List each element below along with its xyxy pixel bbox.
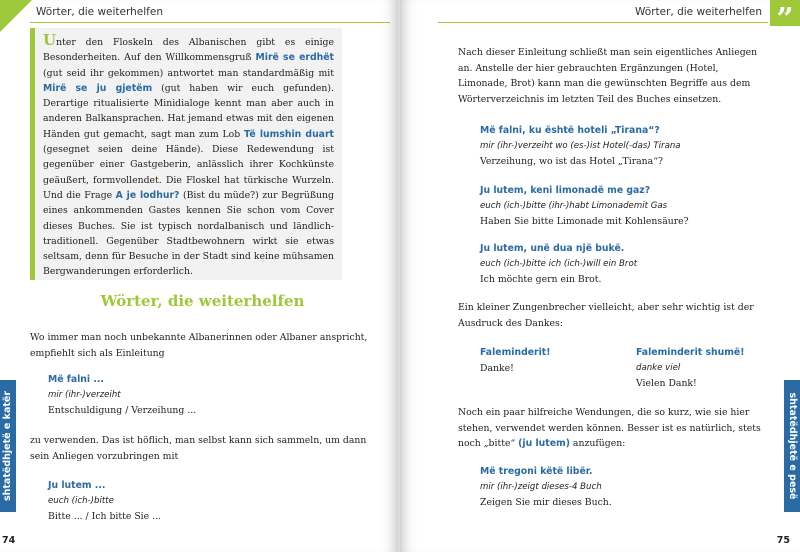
side-tab-label: shtatëdhjetë e pesë	[787, 392, 798, 500]
phrase-german: Zeigen Sie mir dieses Buch.	[480, 497, 612, 508]
intro-text-part: nter den Floskeln des Albanischen gibt es einige Besonderheiten. Auf den Willkommensgruß	[43, 37, 334, 64]
quote-mark-icon: ”	[770, 0, 800, 26]
thanks-phrase	[636, 345, 744, 392]
corner-accent	[0, 0, 32, 32]
phrase-german: Haben Sie bitte Limonade mit Kohlensäure?	[480, 216, 689, 227]
phrase-german: Verzeihung, wo ist das Hotel „Tirana“?	[480, 156, 663, 167]
phrase-literal: mir (ihr-)zeigt dieses-4 Buch	[480, 481, 602, 492]
section-title: Wörter, die weiterhelfen	[100, 292, 305, 310]
phrase-literal: danke viel	[636, 362, 681, 373]
phrase-german: Entschuldigung / Verzeihung ...	[48, 405, 197, 416]
phrase-german: Danke!	[480, 362, 514, 374]
running-header-right	[438, 3, 768, 23]
phrase-albanian: Ju lutem, unë dua një bukë.	[480, 243, 625, 254]
paragraph: Ein kleiner Zungenbrecher vielleicht, aber sehr wichtig ist der Ausdruck des Dankes:	[458, 302, 754, 329]
phrase-literal: euch (ich-)bitte	[48, 495, 114, 506]
running-header-text: Wörter, die weiterhelfen	[635, 6, 762, 18]
drop-cap: U	[43, 31, 57, 49]
phrase-albanian: Faleminderit!	[480, 347, 551, 358]
intro-text	[43, 33, 334, 280]
paragraph: zu verwenden. Das ist höflich, man selbst kann sich sammeln, um dann sein Anliegen vorzubringen mit	[30, 435, 367, 462]
paragraph: Wo immer man noch unbekannte Albanerinnen oder Albaner anspricht, empfiehlt sich als Einleitung	[30, 332, 368, 359]
phrase-german: Bitte ... / Ich bitte Sie ...	[48, 511, 161, 522]
paragraph	[458, 405, 768, 452]
phrase-albanian: Më falni ...	[48, 374, 104, 385]
phrase-block	[480, 123, 681, 170]
right-page	[400, 0, 800, 552]
albanian-term: A je lodhur?	[115, 189, 180, 201]
paragraph-part: Noch ein paar hilfreiche Wendungen, die so kurz, wie sie hier stehen, verwendet werden können. Besser ist es natürlich, stets noch „bitte“	[458, 407, 761, 449]
phrase-literal: euch (ich-)bitte (ihr-)habt Limonademit Gas	[480, 200, 668, 211]
phrase-block	[48, 478, 161, 525]
albanian-term: Të lumshin duart	[244, 128, 334, 140]
phrase-albanian: Faleminderit shumë!	[636, 347, 745, 358]
running-header-left	[30, 3, 390, 23]
paragraph: Nach dieser Einleitung schließt man sein eigentliches Anliegen an. Anstelle der hier gebrauchten Ergänzungen (Hotel, Limonade, Brot) kann man die gewünschten Begriffe aus dem Wörterverzeichnis im letzten Teil des Buches einsetzen.	[458, 47, 758, 105]
running-header-text: Wörter, die weiterhelfen	[36, 6, 163, 18]
phrase-block	[480, 464, 612, 511]
phrase-block	[480, 183, 689, 230]
side-tab-label: shtatëdhjetë e katër	[2, 390, 13, 502]
intro-box	[30, 28, 342, 280]
phrase-albanian: Ju lutem ...	[48, 480, 106, 491]
phrase-block	[48, 372, 196, 419]
intro-text-part: (Bist du müde?) zur Begrüßung eines ankommenden Gastes kennen Sie schon vom Cover dieses Buches. Sie ist typisch nordalbanisch und ländlich-traditionell. Gegenüber Stadtbewohnern wirkt sie etwas seltsam, denn für Besuche in der Stadt sind keine mühsamen Bergwanderungen erforderlich.	[43, 189, 334, 278]
phrase-german: Vielen Dank!	[636, 378, 697, 389]
paragraph-part: anzufügen:	[569, 438, 626, 449]
phrase-block	[480, 241, 637, 288]
albanian-term: Mirë se erdhët	[255, 52, 334, 64]
left-page	[0, 0, 398, 552]
phrase-literal: euch (ich-)bitte ich (ich-)will ein Brot	[480, 258, 638, 269]
phrase-albanian: Më tregoni këtë libër.	[480, 466, 593, 477]
phrase-german: Ich möchte gern ein Brot.	[480, 274, 602, 285]
phrase-albanian: Më falni, ku është hoteli „Tirana“?	[480, 125, 660, 136]
intro-text-part: (gut haben wir euch gefunden). Derartige ritualisierte Minidialoge kennt man aber auch in anderen Balkansprachen. Hat jemand etwas mit den eigenen Händen gut gemacht, sagt man zum Lob	[43, 82, 334, 140]
albanian-term: (ju lutem)	[518, 438, 570, 449]
intro-text-part: (gesegnet seien deine Hände). Diese Redewendung ist gegenüber einer Gastgeberin, anlässlich ihrer Kochkünste geäußert, formvollendet. Die Floskel hat türkische Wurzeln. Und die Frage	[43, 144, 334, 201]
intro-text-part: (gut seid ihr gekommen) antwortet man standardmäßig mit	[43, 67, 334, 79]
albanian-term: Mirë se ju gjetëm	[43, 82, 153, 94]
phrase-literal: mir (ihr-)verzeiht	[48, 389, 121, 400]
phrase-literal: mir (ihr-)verzeiht wo (es-)ist Hotel(-das) Tirana	[480, 140, 681, 151]
page-number: 74	[2, 535, 16, 546]
side-tab-left	[0, 380, 16, 512]
phrase-albanian: Ju lutem, keni limonadë me gaz?	[480, 185, 651, 196]
side-tab-right	[784, 380, 800, 512]
page-number: 75	[776, 535, 790, 546]
thanks-phrase	[480, 345, 550, 376]
